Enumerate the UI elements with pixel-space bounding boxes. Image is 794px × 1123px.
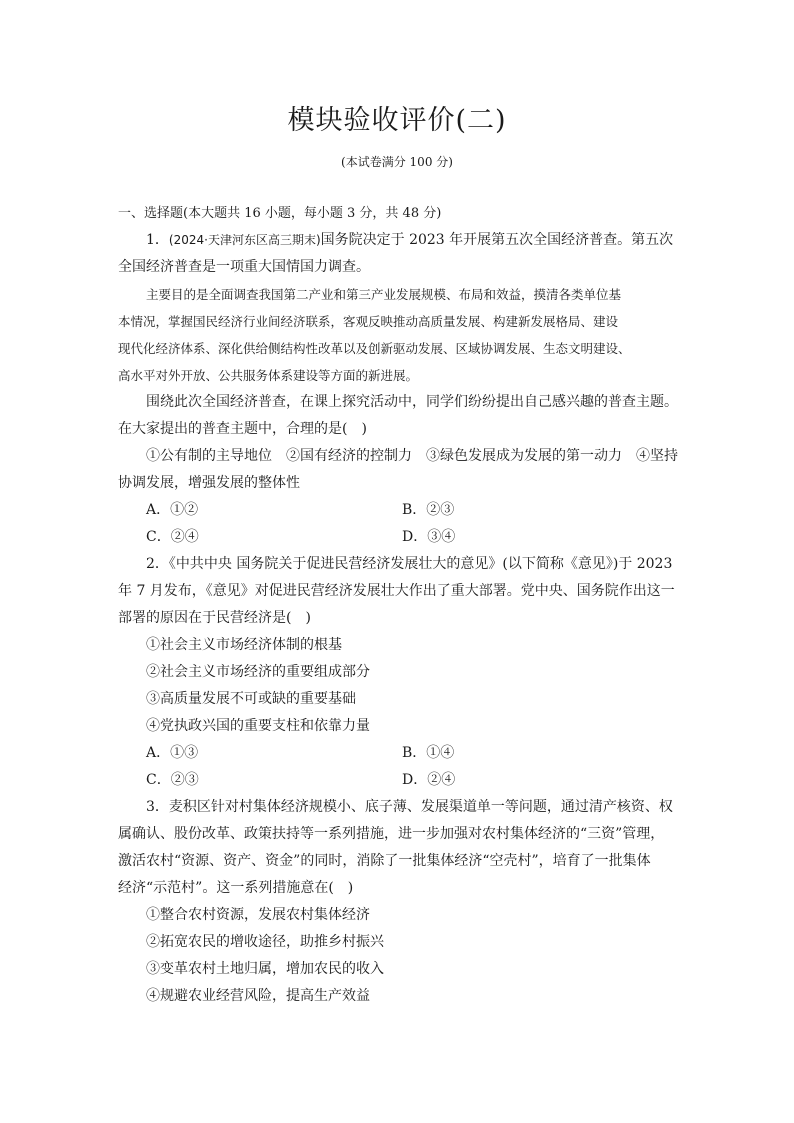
q1-material [118, 281, 678, 389]
q1-options-row [118, 497, 678, 524]
q1-statements-line: ①公有制的主导地位 ②国有经济的控制力 ③绿色发展成为发展的第一动力 ④坚持 [146, 448, 678, 464]
q3-stem-line: 3．麦积区针对村集体经济规模小、底子薄、发展渠道单一等问题，通过清产核资、权 [146, 799, 673, 815]
q3-statement: ③变革农村土地归属，增加农民的收入 [146, 961, 384, 977]
q3-stem-line: 经济“示范村”。这一系列措施意在( ) [118, 880, 354, 896]
q2-option-a[interactable]: A．①③ [146, 745, 199, 761]
q3-statement: ④规避农业经营风险，提高生产效益 [146, 988, 370, 1004]
q3-statement: ②拓宽农民的增收途径，助推乡村振兴 [146, 934, 384, 950]
q1-question-line: 在大家提出的普查主题中，合理的是( ) [118, 421, 367, 437]
page-subtitle: (本试卷满分 100 分) [341, 155, 453, 169]
q1-stem-line-1 [118, 227, 678, 254]
q2-stem-line: 年 7 月发布，《意见》对促进民营经济发展壮大作出了重大部署。党中央、国务院作出这一 [118, 583, 675, 599]
q1-statements-line: 协调发展，增强发展的整体性 [118, 475, 300, 491]
q1-number: 1． [146, 232, 169, 248]
q2-statement: ④党执政兴国的重要支柱和依靠力量 [146, 718, 370, 734]
q1-option-a[interactable]: A．①② [146, 502, 199, 518]
q2-option-c[interactable]: C．②③ [146, 772, 199, 788]
q2-stem-line: 部署的原因在于民营经济是( ) [118, 610, 311, 626]
exam-body [118, 200, 678, 1010]
q1-stem-text-1: 国务院决定于 2023 年开展第五次全国经济普查。第五次 [320, 232, 674, 248]
q1-source: (2024·天津河东区高三期末) [168, 233, 321, 247]
q2-statement: ②社会主义市场经济的重要组成部分 [146, 664, 370, 680]
q2-statement: ③高质量发展不可或缺的重要基础 [146, 691, 356, 707]
q2-statement: ①社会主义市场经济体制的根基 [146, 637, 342, 653]
q2-stem-line: 2．《中共中央 国务院关于促进民营经济发展壮大的意见》(以下简称《意见》)于 2023 [146, 556, 673, 572]
q1-options-row [118, 524, 678, 551]
page-title: 模块验收评价(二) [287, 105, 507, 136]
q2-options-row [118, 740, 678, 767]
q1-material-line: 现代化经济体系、深化供给侧结构性改革以及创新驱动发展、区域协调发展、生态文明建设、 [118, 341, 631, 356]
q2-option-d[interactable]: D．②④ [402, 772, 456, 788]
q1-material-line: 高水平对外开放、公共服务体系建设等方面的新进展。 [118, 368, 419, 383]
q1-option-b[interactable]: B．②③ [402, 502, 455, 518]
q1-stem-line-2: 全国经济普查是一项重大国情国力调查。 [118, 259, 370, 275]
q3-stem-line: 激活农村“资源、资产、资金”的同时，消除了一批集体经济“空壳村”，培育了一批集体 [118, 853, 651, 869]
q2-options-row [118, 767, 678, 794]
q1-option-d[interactable]: D．③④ [402, 529, 456, 545]
q1-material-line: 主要目的是全面调查我国第二产业和第三产业发展规模、布局和效益，摸清各类单位基 [146, 287, 622, 302]
q1-material-line: 本情况，掌握国民经济行业间经济联系，客观反映推动高质量发展、构建新发展格局、建设 [118, 314, 619, 329]
q2-option-b[interactable]: B．①④ [402, 745, 455, 761]
q3-stem-line: 属确认、股份改革、政策扶持等一系列措施，进一步加强对农村集体经济的“三资”管理， [118, 826, 665, 842]
q3-statement: ①整合农村资源，发展农村集体经济 [146, 907, 370, 923]
q1-question-line: 围绕此次全国经济普查，在课上探究活动中，同学们纷纷提出自己感兴趣的普查主题。 [146, 394, 678, 410]
q1-option-c[interactable]: C．②④ [146, 529, 199, 545]
section-heading: 一、选择题(本大题共 16 小题，每小题 3 分，共 48 分) [118, 206, 442, 221]
